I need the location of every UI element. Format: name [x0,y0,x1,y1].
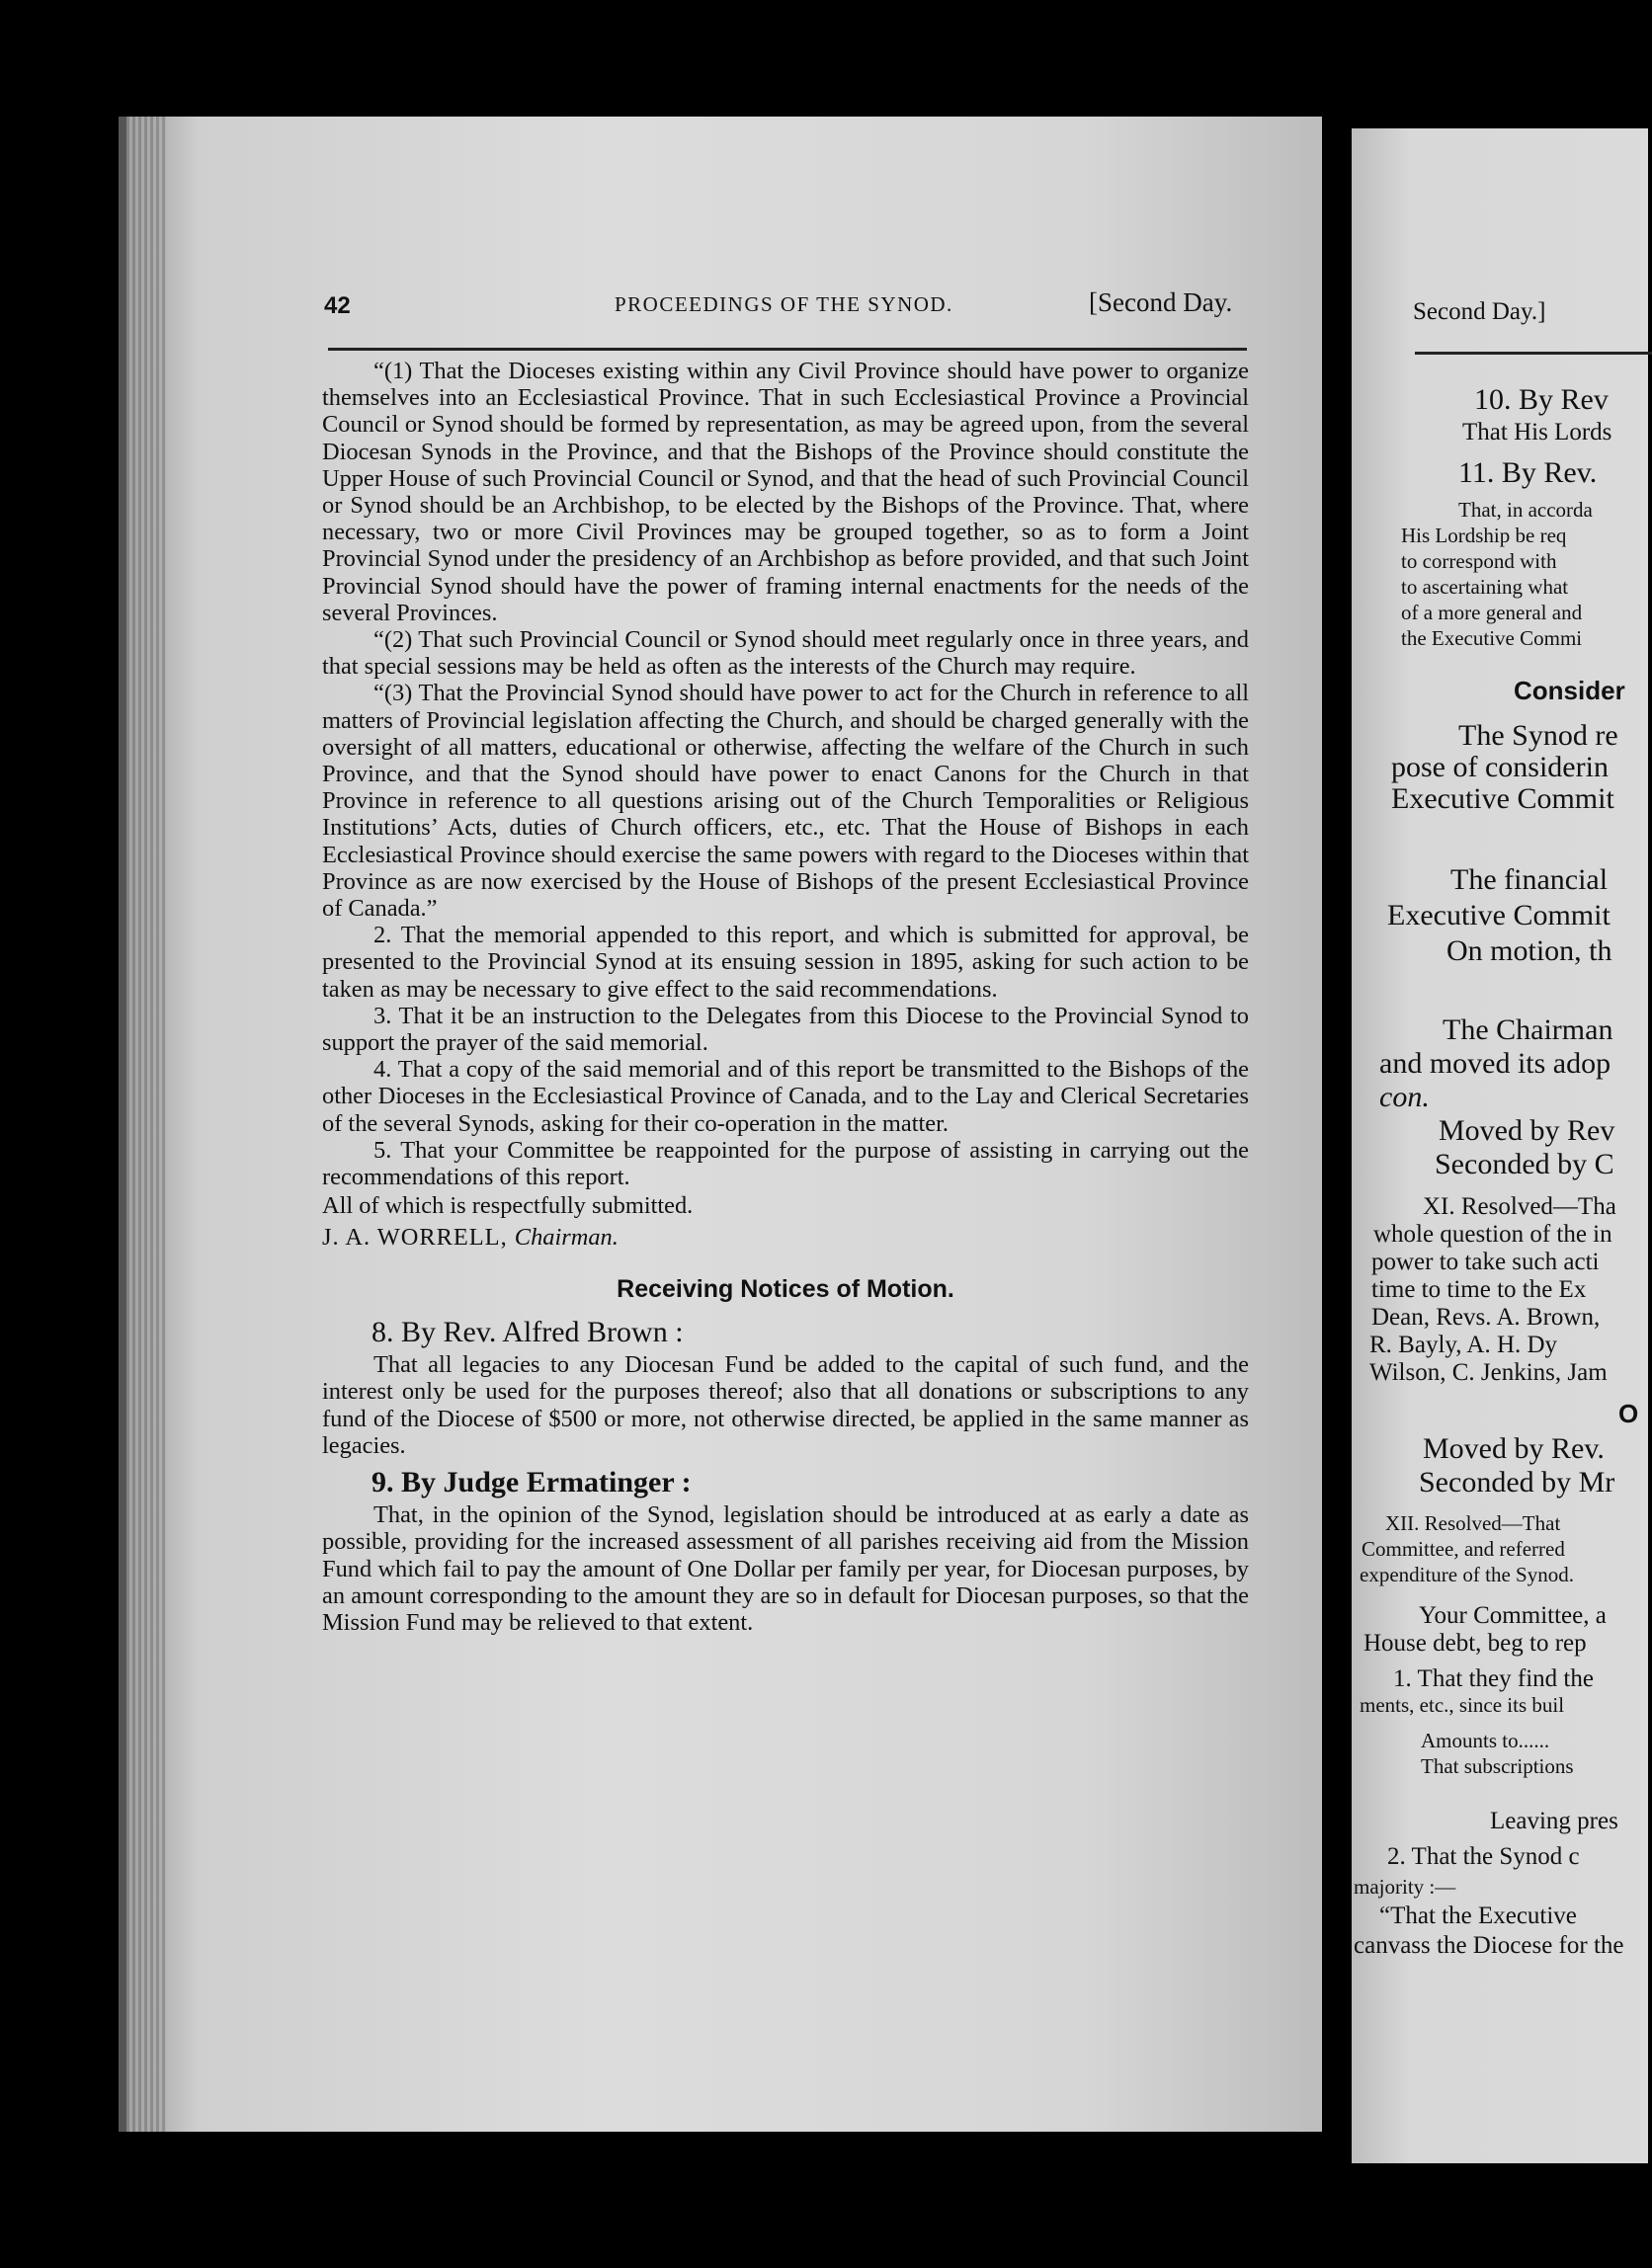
right-line: to correspond with [1401,549,1557,573]
right-line: 10. By Rev [1474,383,1609,416]
running-day: [Second Day. [1089,287,1233,317]
right-line: Committee, and referred [1362,1537,1565,1561]
right-line: Moved by Rev. [1423,1432,1605,1465]
right-line: canvass the Diocese for the [1354,1932,1624,1959]
motion-9-text: That, in the opinion of the Synod, legislation should be introduced at as early a date as possible, providing for the increased assessment of all parishes receiving aid from the Mission Fund which fail to pay the amount of One Dollar per family per year, for Diocesan purposes, by an amount corresponding to the amount they are so in default for Diocesan purposes, so that the Mission Fund may be relieved to that extent. [322,1501,1249,1636]
header-rule [328,348,1247,351]
section-heading: Receiving Notices of Motion. [617,1274,954,1303]
right-line: His Lordship be req [1401,524,1567,547]
right-line: XII. Resolved—That [1385,1511,1561,1535]
resolution-paragraph-2: “(2) That such Provincial Council or Synod should meet regularly once in three years, and that special sessions may be held as often as the interests of the Church may require. [322,626,1249,681]
right-line: Dean, Revs. A. Brown, [1371,1304,1601,1331]
right-line: Seconded by C [1435,1148,1614,1180]
right-line: That subscriptions [1421,1754,1574,1778]
right-line: time to time to the Ex [1371,1276,1587,1303]
right-line: majority :— [1354,1875,1456,1899]
running-head: PROCEEDINGS OF THE SYNOD. [615,292,953,316]
right-line: and moved its adop [1379,1047,1611,1080]
right-line: ments, etc., since its buil [1360,1693,1565,1717]
right-line: That, in accorda [1458,498,1593,522]
right-line: whole question of the in [1373,1221,1612,1248]
right-line: Executive Commit [1391,782,1614,815]
recommendation-3: 3. That it be an instruction to the Delegates from this Diocese to the Provincial Synod to support the prayer of the said memorial. [322,1002,1249,1057]
right-line: 2. That the Synod c [1387,1843,1580,1870]
right-line: House debt, beg to rep [1363,1630,1587,1657]
right-line: power to take such acti [1371,1249,1600,1275]
page-number: 42 [324,292,351,319]
left-page-body [322,358,1249,1636]
right-line: Leaving pres [1490,1808,1618,1834]
right-line: Your Committee, a [1419,1602,1607,1629]
signature-title: Chairman. [514,1223,619,1251]
recommendation-4: 4. That a copy of the said memorial and of this report be transmitted to the Bishops of the other Dioceses in the Ecclesiastical Province of Canada, and to the Lay and Clerical Secretaries of the several Synods, asking for their co-operation in the matter. [322,1056,1249,1137]
right-line: to ascertaining what [1401,575,1569,599]
right-header-rule [1415,352,1652,355]
submitted-line: All of which is respectfully submitted. [322,1192,694,1220]
resolution-paragraph-3: “(3) That the Provincial Synod should have power to act for the Church in reference to all matters of Provincial legislation affecting the Church, and should be charged generally with the oversight of all matters, educational or otherwise, affecting the welfare of the Church in such Province, and that the Synod should have power to enact Canons for the Church in that Province in reference to all questions arising out of the Church Temporalities or Religious Institutions’ Acts, duties of Church officers, etc., etc. That the House of Bishops in each Ecclesiastical Province should exercise the same powers with regard to the Dioceses within that Province as are now exercised by the House of Bishops of the present Ecclesiastical Province of Canada.” [322,680,1249,923]
right-line: R. Bayly, A. H. Dy [1369,1332,1558,1358]
right-line: That His Lords [1462,419,1612,446]
right-line: con. [1379,1081,1430,1113]
right-line: The Synod re [1458,719,1618,752]
right-line: Amounts to...... [1421,1729,1550,1752]
right-line: Moved by Rev [1439,1114,1615,1147]
resolution-paragraph-1: “(1) That the Dioceses existing within any Civil Province should have power to organize themselves into an Ecclesiastical Province. That in such Ecclesiastical Province a Provincial Council or Synod should be formed by representation, as may be agreed upon, from the several Diocesan Synods in the Province, and that the Bishops of the Province should constitute the Upper House of such Provincial Council or Synod, and that the head of such Provincial Council or Synod should be an Archbishop, to be elected by the Bishops of the Province. That, where necessary, two or more Civil Provinces may be grouped together, so as to form a Joint Provincial Synod under the presidency of an Archbishop as before provided, and that such Joint Provincial Synod should have the power of framing internal enactments for the needs of the several Provinces. [322,358,1249,626]
right-line: Seconded by Mr [1419,1466,1615,1498]
right-line: the Executive Commi [1401,626,1583,650]
right-line: Executive Commit [1387,899,1611,932]
recommendation-2: 2. That the memorial appended to this report, and which is submitted for approval, be presented to the Provincial Synod at its ensuing session in 1895, asking for such action to be taken as may be necessary to give effect to the said recommendations. [322,922,1249,1003]
right-running-day: Second Day.] [1413,298,1546,325]
right-line: O [1618,1399,1639,1428]
right-line: Consider [1514,676,1625,705]
signature-name: J. A. WORRELL, [322,1223,508,1251]
right-line: The Chairman [1443,1013,1613,1046]
right-line: Wilson, C. Jenkins, Jam [1369,1359,1608,1386]
right-line: of a more general and [1401,601,1583,624]
right-line: pose of considerin [1391,751,1609,783]
motion-8-text: That all legacies to any Diocesan Fund be added to the capital of such fund, and the interest only be used for the purposes thereof; also that all donations or subscriptions to any fund of the Diocese of $500 or more, not otherwise directed, be applied in the same manner as legacies. [322,1351,1249,1459]
motion-9-heading: 9. By Judge Ermatinger : [372,1465,692,1498]
recommendation-5: 5. That your Committee be reappointed for the purpose of assisting in carrying out the recommendations of this report. [322,1136,1249,1191]
right-line: “That the Executive [1379,1903,1577,1929]
signature [322,1224,1227,1251]
right-line: The financial [1450,863,1609,896]
right-line: expenditure of the Synod. [1360,1563,1574,1586]
right-line: 11. By Rev. [1458,456,1598,489]
motion-8-heading: 8. By Rev. Alfred Brown : [372,1315,684,1348]
right-line: XI. Resolved—Tha [1423,1193,1616,1220]
right-line: 1. That they find the [1393,1665,1594,1692]
right-line: On motion, th [1446,934,1612,967]
